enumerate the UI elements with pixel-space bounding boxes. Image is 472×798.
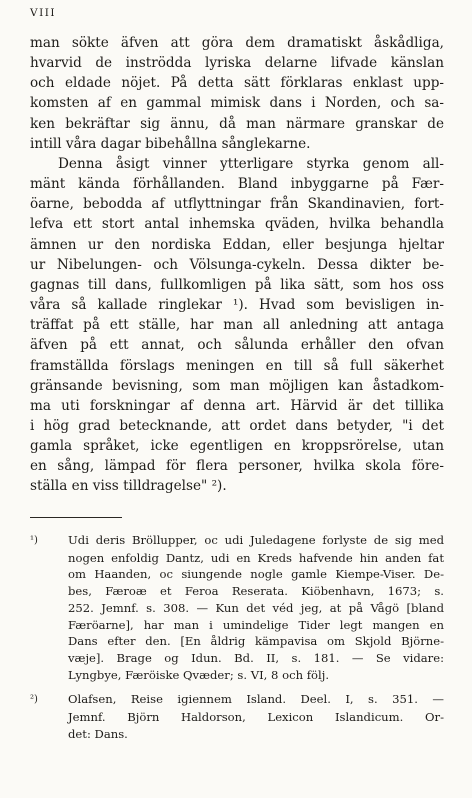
- text-line: komsten af en gammal mimisk dans i Norden, och sa-: [30, 95, 444, 112]
- footnote-line: om Haanden, oc siungende nogle gamle Kiempe-Viser. De-: [68, 567, 444, 582]
- text-line: gamla språket, icke egentligen en kroppsrörelse, utan: [30, 438, 444, 455]
- text-line: lefva ett stort antal inhemska qväden, hvilka behandla: [30, 216, 444, 233]
- footnote-text: Udi deris Bröllupper, oc udi Juledagene forlyste de sig med: [68, 533, 444, 547]
- footnote-line: Jemnf. Björn Haldorson, Lexicon Islandicum. Or-: [68, 710, 444, 725]
- text-line: hvarvid de inströdda lyriska delarne lifvade känslan: [30, 55, 444, 72]
- footnote-line: Lyngbye, Færöiske Qvæder; s. VI, 8 och följ.: [68, 667, 330, 682]
- text-line: gagnas till dans, fullkomligen på lika sätt, som hos oss: [30, 276, 444, 293]
- footnote-marker: ²): [30, 694, 38, 706]
- text-line: intill våra dagar bibehållna sånglekarne.: [30, 135, 311, 152]
- text-line: och eldade nöjet. På detta sätt förklaras enklast upp-: [30, 75, 444, 92]
- footnote-marker: ¹): [30, 535, 38, 546]
- footnote-text: Olafsen, Reise igiennem Island. Deel. I, s. 351. —: [68, 692, 444, 707]
- footnotes: [30, 532, 444, 742]
- text-line: en sång, lämpad för flera personer, hvilka skola före-: [30, 458, 444, 475]
- footnote-line: 252. Jemnf. s. 308. — Kun det véd jeg, at på Vågö [bland: [68, 600, 444, 615]
- footnote-line: væje]. Brage og Idun. Bd. II, s. 181. — Se vidare:: [68, 650, 444, 665]
- text-line: i hög grad betecknande, att ordet dans betyder, "i det: [30, 417, 444, 434]
- text-line: våra så kallade ringlekar ¹). Hvad som bevisligen in-: [30, 297, 444, 314]
- text-line: mänt kända förhållanden. Bland inbyggarne på Fær-: [30, 176, 444, 193]
- page-number: VIII: [30, 7, 57, 19]
- text-line: ämnen ur den nordiska Eddan, eller besjunga hjeltar: [30, 236, 444, 253]
- text-line: öarne, bebodda af utflyttningar från Skandinavien, fort-: [30, 196, 444, 213]
- text-line: äfven på ett annat, och sålunda erhåller den ofvan: [30, 337, 444, 354]
- text-line: framställda förslags meningen en till så full säkerhet: [30, 357, 444, 374]
- footnote-line: det: Dans.: [68, 726, 128, 741]
- text-line: ken bekräftar sig ännu, då man närmare granskar de: [30, 115, 444, 132]
- footnote-line: bes, Færoæ et Feroa Reserata. Kiöbenhavn, 1673; s.: [68, 584, 444, 599]
- footnote-line: [30, 691, 444, 709]
- text-line: ma uti forskningar af denna art. Härvid är det tillika: [30, 397, 444, 414]
- text-line: Denna åsigt vinner ytterligare styrka genom all-: [58, 155, 444, 172]
- text-line: gränsande bevisning, som man möjligen kan åstadkom-: [30, 377, 444, 394]
- text-line: ställa en viss tilldragelse" ²).: [30, 478, 227, 495]
- footnote-line: Færöarne], har man i umindelige Tider legt mangen en: [68, 617, 444, 632]
- text-line: man sökte äfven att göra dem dramatiskt åskådliga,: [30, 35, 444, 51]
- footnote-line: Dans efter den. [En åldrig kämpavisa om Skjold Björne-: [68, 634, 444, 649]
- footnote-line: nogen enfoldig Dantz, udi en Kreds hafvende hin anden fat: [68, 550, 444, 565]
- text-line: ur Nibelungen- och Völsunga-cykeln. Dessa dikter be-: [30, 256, 444, 273]
- text-line: träffat på ett ställe, har man all anledning att antaga: [30, 317, 444, 334]
- footnote-line: [30, 532, 444, 550]
- main-text: [30, 33, 444, 497]
- footnote-rule: [30, 517, 122, 518]
